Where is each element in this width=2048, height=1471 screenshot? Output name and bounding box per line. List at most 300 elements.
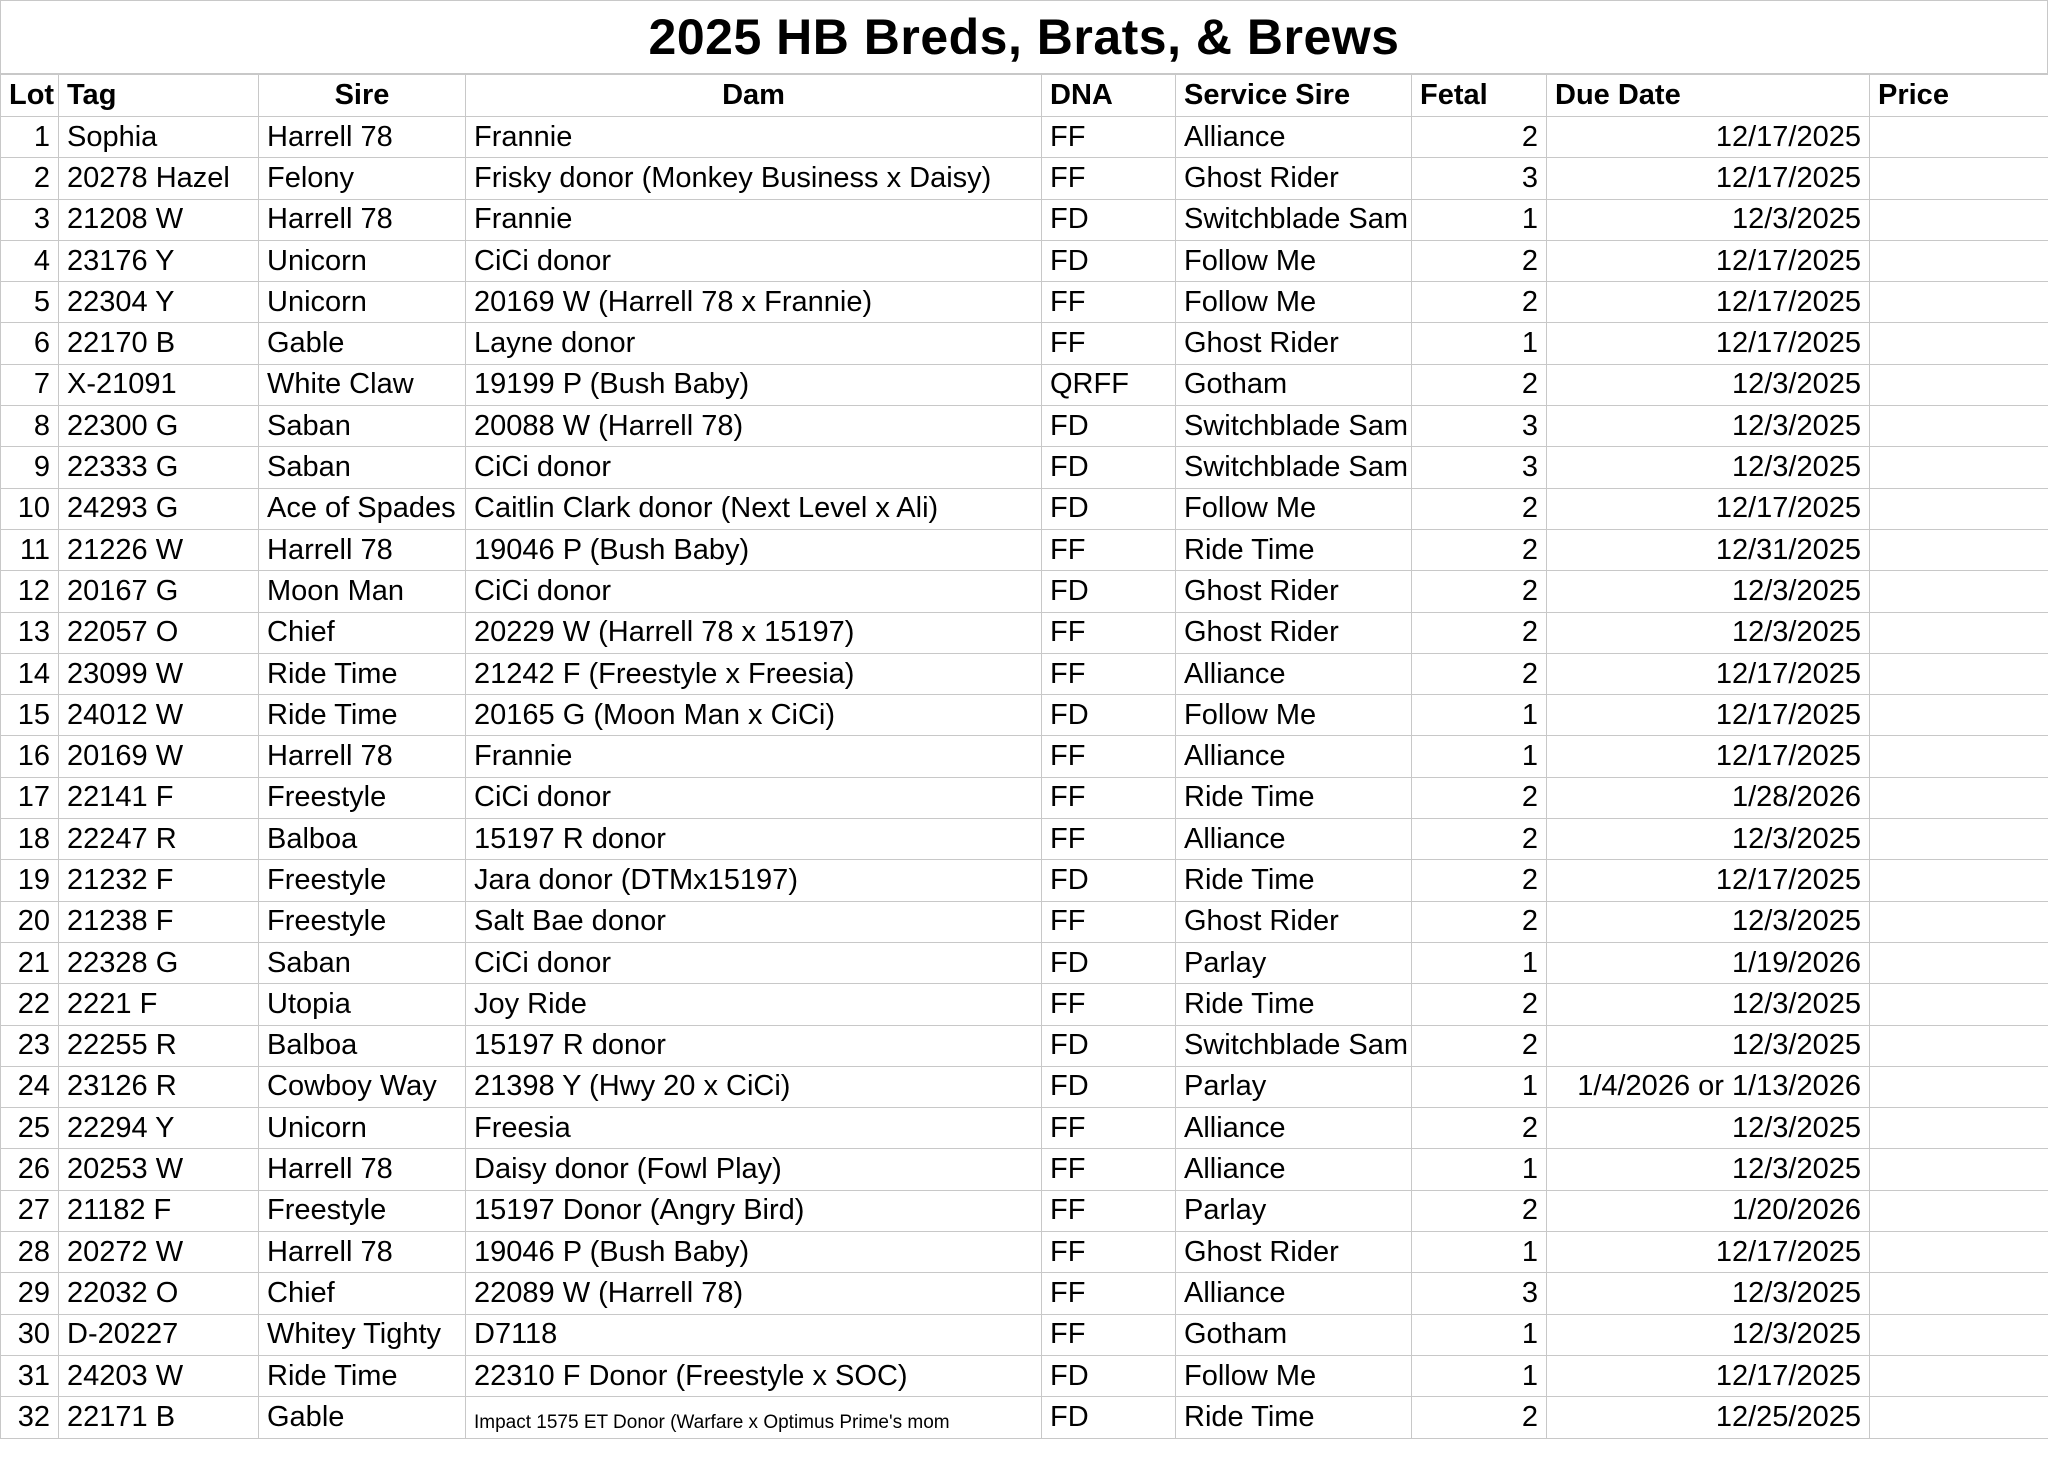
cell-sire[interactable]: Saban — [259, 942, 466, 983]
cell-due-date[interactable]: 1/19/2026 — [1547, 942, 1870, 983]
cell-tag[interactable]: 23099 W — [59, 653, 259, 694]
cell-sire[interactable]: Ride Time — [259, 1355, 466, 1396]
cell-service-sire[interactable]: Switchblade Sam — [1176, 1025, 1412, 1066]
cell-dam[interactable]: 19199 P (Bush Baby) — [466, 364, 1042, 405]
cell-fetal[interactable]: 2 — [1412, 612, 1547, 653]
cell-sire[interactable]: Balboa — [259, 1025, 466, 1066]
header-service-sire[interactable]: Service Sire — [1176, 75, 1412, 117]
cell-fetal[interactable]: 1 — [1412, 1232, 1547, 1273]
cell-fetal[interactable]: 2 — [1412, 653, 1547, 694]
cell-price[interactable] — [1870, 612, 2048, 653]
cell-dna[interactable]: FD — [1042, 1066, 1176, 1107]
cell-lot[interactable]: 14 — [1, 653, 59, 694]
cell-lot[interactable]: 29 — [1, 1273, 59, 1314]
cell-lot[interactable]: 7 — [1, 364, 59, 405]
cell-lot[interactable]: 28 — [1, 1232, 59, 1273]
cell-tag[interactable]: 2221 F — [59, 984, 259, 1025]
cell-tag[interactable]: 22294 Y — [59, 1108, 259, 1149]
cell-price[interactable] — [1870, 406, 2048, 447]
cell-tag[interactable]: 23176 Y — [59, 240, 259, 281]
cell-due-date[interactable]: 12/3/2025 — [1547, 819, 1870, 860]
cell-due-date[interactable]: 12/3/2025 — [1547, 447, 1870, 488]
cell-lot[interactable]: 10 — [1, 488, 59, 529]
cell-sire[interactable]: Freestyle — [259, 1190, 466, 1231]
cell-lot[interactable]: 18 — [1, 819, 59, 860]
cell-tag[interactable]: 24203 W — [59, 1355, 259, 1396]
cell-service-sire[interactable]: Alliance — [1176, 819, 1412, 860]
cell-service-sire[interactable]: Ride Time — [1176, 984, 1412, 1025]
cell-price[interactable] — [1870, 984, 2048, 1025]
cell-due-date[interactable]: 12/17/2025 — [1547, 240, 1870, 281]
cell-price[interactable] — [1870, 447, 2048, 488]
cell-fetal[interactable]: 2 — [1412, 901, 1547, 942]
cell-dam[interactable]: 15197 R donor — [466, 1025, 1042, 1066]
cell-tag[interactable]: 24293 G — [59, 488, 259, 529]
cell-tag[interactable]: 20272 W — [59, 1232, 259, 1273]
cell-service-sire[interactable]: Follow Me — [1176, 240, 1412, 281]
cell-dam[interactable]: Frisky donor (Monkey Business x Daisy) — [466, 158, 1042, 199]
cell-dam[interactable]: Salt Bae donor — [466, 901, 1042, 942]
cell-lot[interactable]: 16 — [1, 736, 59, 777]
cell-sire[interactable]: Gable — [259, 1397, 466, 1438]
cell-lot[interactable]: 11 — [1, 529, 59, 570]
cell-dna[interactable]: FF — [1042, 1273, 1176, 1314]
cell-price[interactable] — [1870, 1273, 2048, 1314]
cell-dam[interactable]: Impact 1575 ET Donor (Warfare x Optimus Prime's mom — [466, 1397, 1042, 1438]
cell-price[interactable] — [1870, 488, 2048, 529]
cell-tag[interactable]: 21226 W — [59, 529, 259, 570]
cell-price[interactable] — [1870, 282, 2048, 323]
cell-dam[interactable]: CiCi donor — [466, 447, 1042, 488]
cell-dna[interactable]: FF — [1042, 777, 1176, 818]
cell-service-sire[interactable]: Switchblade Sam — [1176, 406, 1412, 447]
cell-dna[interactable]: FF — [1042, 282, 1176, 323]
header-tag[interactable]: Tag — [59, 75, 259, 117]
cell-price[interactable] — [1870, 1149, 2048, 1190]
cell-due-date[interactable]: 12/17/2025 — [1547, 653, 1870, 694]
cell-dna[interactable]: FF — [1042, 819, 1176, 860]
cell-fetal[interactable]: 2 — [1412, 240, 1547, 281]
cell-lot[interactable]: 23 — [1, 1025, 59, 1066]
cell-sire[interactable]: Utopia — [259, 984, 466, 1025]
cell-dna[interactable]: FD — [1042, 1025, 1176, 1066]
cell-price[interactable] — [1870, 695, 2048, 736]
cell-due-date[interactable]: 1/28/2026 — [1547, 777, 1870, 818]
cell-fetal[interactable]: 2 — [1412, 488, 1547, 529]
cell-dam[interactable]: 22089 W (Harrell 78) — [466, 1273, 1042, 1314]
cell-price[interactable] — [1870, 1108, 2048, 1149]
cell-sire[interactable]: Saban — [259, 406, 466, 447]
cell-service-sire[interactable]: Gotham — [1176, 1314, 1412, 1355]
cell-price[interactable] — [1870, 1025, 2048, 1066]
cell-dam[interactable]: 21398 Y (Hwy 20 x CiCi) — [466, 1066, 1042, 1107]
cell-due-date[interactable]: 12/17/2025 — [1547, 736, 1870, 777]
cell-sire[interactable]: Gable — [259, 323, 466, 364]
cell-dam[interactable]: 15197 R donor — [466, 819, 1042, 860]
cell-sire[interactable]: Harrell 78 — [259, 529, 466, 570]
cell-due-date[interactable]: 12/31/2025 — [1547, 529, 1870, 570]
cell-tag[interactable]: 21232 F — [59, 860, 259, 901]
cell-lot[interactable]: 13 — [1, 612, 59, 653]
cell-sire[interactable]: Ride Time — [259, 653, 466, 694]
cell-dam[interactable]: 15197 Donor (Angry Bird) — [466, 1190, 1042, 1231]
cell-sire[interactable]: Ace of Spades — [259, 488, 466, 529]
cell-due-date[interactable]: 12/3/2025 — [1547, 1025, 1870, 1066]
cell-service-sire[interactable]: Alliance — [1176, 653, 1412, 694]
cell-fetal[interactable]: 2 — [1412, 1025, 1547, 1066]
cell-dam[interactable]: Layne donor — [466, 323, 1042, 364]
cell-service-sire[interactable]: Parlay — [1176, 1066, 1412, 1107]
cell-sire[interactable]: Freestyle — [259, 860, 466, 901]
cell-sire[interactable]: Balboa — [259, 819, 466, 860]
cell-dna[interactable]: FF — [1042, 158, 1176, 199]
cell-tag[interactable]: 21182 F — [59, 1190, 259, 1231]
cell-fetal[interactable]: 1 — [1412, 1355, 1547, 1396]
cell-dna[interactable]: FD — [1042, 571, 1176, 612]
cell-price[interactable] — [1870, 571, 2048, 612]
cell-price[interactable] — [1870, 1355, 2048, 1396]
cell-dna[interactable]: FD — [1042, 447, 1176, 488]
cell-due-date[interactable]: 12/3/2025 — [1547, 199, 1870, 240]
cell-dna[interactable]: FF — [1042, 1108, 1176, 1149]
cell-dam[interactable]: D7118 — [466, 1314, 1042, 1355]
cell-dna[interactable]: FF — [1042, 653, 1176, 694]
cell-tag[interactable]: 22032 O — [59, 1273, 259, 1314]
cell-tag[interactable]: 22170 B — [59, 323, 259, 364]
cell-due-date[interactable]: 12/3/2025 — [1547, 612, 1870, 653]
cell-lot[interactable]: 3 — [1, 199, 59, 240]
cell-sire[interactable]: Saban — [259, 447, 466, 488]
cell-tag[interactable]: 22333 G — [59, 447, 259, 488]
cell-fetal[interactable]: 1 — [1412, 1314, 1547, 1355]
cell-sire[interactable]: Unicorn — [259, 282, 466, 323]
cell-fetal[interactable]: 1 — [1412, 1066, 1547, 1107]
cell-lot[interactable]: 12 — [1, 571, 59, 612]
cell-dna[interactable]: FF — [1042, 901, 1176, 942]
title-cell[interactable] — [0, 0, 2048, 74]
cell-due-date[interactable]: 12/3/2025 — [1547, 571, 1870, 612]
cell-fetal[interactable]: 3 — [1412, 1273, 1547, 1314]
cell-service-sire[interactable]: Ghost Rider — [1176, 901, 1412, 942]
cell-price[interactable] — [1870, 901, 2048, 942]
cell-dam[interactable]: Caitlin Clark donor (Next Level x Ali) — [466, 488, 1042, 529]
cell-price[interactable] — [1870, 323, 2048, 364]
cell-lot[interactable]: 4 — [1, 240, 59, 281]
cell-fetal[interactable]: 2 — [1412, 282, 1547, 323]
cell-lot[interactable]: 9 — [1, 447, 59, 488]
cell-due-date[interactable]: 12/17/2025 — [1547, 1355, 1870, 1396]
cell-dam[interactable]: 20169 W (Harrell 78 x Frannie) — [466, 282, 1042, 323]
cell-fetal[interactable]: 3 — [1412, 447, 1547, 488]
cell-due-date[interactable]: 12/3/2025 — [1547, 406, 1870, 447]
cell-dna[interactable]: FD — [1042, 860, 1176, 901]
cell-lot[interactable]: 8 — [1, 406, 59, 447]
cell-due-date[interactable]: 12/17/2025 — [1547, 158, 1870, 199]
cell-tag[interactable]: 22057 O — [59, 612, 259, 653]
cell-service-sire[interactable]: Follow Me — [1176, 1355, 1412, 1396]
cell-dam[interactable]: Jara donor (DTMx15197) — [466, 860, 1042, 901]
cell-lot[interactable]: 20 — [1, 901, 59, 942]
cell-sire[interactable]: Freestyle — [259, 901, 466, 942]
cell-price[interactable] — [1870, 364, 2048, 405]
cell-sire[interactable]: Harrell 78 — [259, 199, 466, 240]
cell-due-date[interactable]: 12/3/2025 — [1547, 1108, 1870, 1149]
cell-price[interactable] — [1870, 529, 2048, 570]
cell-tag[interactable]: 20167 G — [59, 571, 259, 612]
header-fetal[interactable]: Fetal — [1412, 75, 1547, 117]
cell-fetal[interactable]: 2 — [1412, 860, 1547, 901]
cell-lot[interactable]: 6 — [1, 323, 59, 364]
cell-lot[interactable]: 5 — [1, 282, 59, 323]
cell-tag[interactable]: 22255 R — [59, 1025, 259, 1066]
cell-lot[interactable]: 19 — [1, 860, 59, 901]
cell-dam[interactable]: CiCi donor — [466, 777, 1042, 818]
cell-service-sire[interactable]: Parlay — [1176, 942, 1412, 983]
cell-tag[interactable]: 22304 Y — [59, 282, 259, 323]
cell-dam[interactable]: 20229 W (Harrell 78 x 15197) — [466, 612, 1042, 653]
cell-due-date[interactable]: 1/4/2026 or 1/13/2026 — [1547, 1066, 1870, 1107]
cell-due-date[interactable]: 12/3/2025 — [1547, 364, 1870, 405]
cell-sire[interactable]: Harrell 78 — [259, 1232, 466, 1273]
cell-dam[interactable]: 19046 P (Bush Baby) — [466, 1232, 1042, 1273]
cell-service-sire[interactable]: Follow Me — [1176, 282, 1412, 323]
cell-dna[interactable]: FF — [1042, 612, 1176, 653]
cell-due-date[interactable]: 12/3/2025 — [1547, 1314, 1870, 1355]
cell-fetal[interactable]: 3 — [1412, 406, 1547, 447]
header-dna[interactable]: DNA — [1042, 75, 1176, 117]
cell-service-sire[interactable]: Switchblade Sam — [1176, 447, 1412, 488]
cell-service-sire[interactable]: Switchblade Sam — [1176, 199, 1412, 240]
cell-dna[interactable]: FF — [1042, 1190, 1176, 1231]
cell-tag[interactable]: X-21091 — [59, 364, 259, 405]
cell-lot[interactable]: 24 — [1, 1066, 59, 1107]
cell-dna[interactable]: FD — [1042, 488, 1176, 529]
header-lot[interactable]: Lot — [1, 75, 59, 117]
cell-due-date[interactable]: 12/17/2025 — [1547, 860, 1870, 901]
cell-dam[interactable]: 20165 G (Moon Man x CiCi) — [466, 695, 1042, 736]
cell-price[interactable] — [1870, 1232, 2048, 1273]
cell-dna[interactable]: FF — [1042, 1232, 1176, 1273]
cell-tag[interactable]: Sophia — [59, 117, 259, 158]
cell-fetal[interactable]: 1 — [1412, 695, 1547, 736]
cell-dam[interactable]: 19046 P (Bush Baby) — [466, 529, 1042, 570]
cell-service-sire[interactable]: Follow Me — [1176, 695, 1412, 736]
cell-lot[interactable]: 1 — [1, 117, 59, 158]
cell-price[interactable] — [1870, 1066, 2048, 1107]
cell-service-sire[interactable]: Parlay — [1176, 1190, 1412, 1231]
cell-tag[interactable]: 21208 W — [59, 199, 259, 240]
cell-dam[interactable]: Joy Ride — [466, 984, 1042, 1025]
cell-service-sire[interactable]: Alliance — [1176, 736, 1412, 777]
cell-dam[interactable]: 20088 W (Harrell 78) — [466, 406, 1042, 447]
cell-dna[interactable]: FD — [1042, 406, 1176, 447]
cell-dam[interactable]: Frannie — [466, 117, 1042, 158]
cell-service-sire[interactable]: Follow Me — [1176, 488, 1412, 529]
cell-dna[interactable]: FF — [1042, 1149, 1176, 1190]
cell-fetal[interactable]: 1 — [1412, 323, 1547, 364]
cell-dna[interactable]: QRFF — [1042, 364, 1176, 405]
cell-lot[interactable]: 32 — [1, 1397, 59, 1438]
cell-lot[interactable]: 21 — [1, 942, 59, 983]
cell-due-date[interactable]: 12/17/2025 — [1547, 323, 1870, 364]
cell-fetal[interactable]: 1 — [1412, 942, 1547, 983]
cell-price[interactable] — [1870, 819, 2048, 860]
cell-dam[interactable]: Daisy donor (Fowl Play) — [466, 1149, 1042, 1190]
cell-due-date[interactable]: 12/17/2025 — [1547, 117, 1870, 158]
cell-lot[interactable]: 26 — [1, 1149, 59, 1190]
cell-service-sire[interactable]: Alliance — [1176, 117, 1412, 158]
cell-price[interactable] — [1870, 653, 2048, 694]
cell-sire[interactable]: Chief — [259, 1273, 466, 1314]
cell-due-date[interactable]: 12/3/2025 — [1547, 1149, 1870, 1190]
cell-tag[interactable]: 22171 B — [59, 1397, 259, 1438]
cell-sire[interactable]: Ride Time — [259, 695, 466, 736]
cell-dna[interactable]: FF — [1042, 117, 1176, 158]
cell-price[interactable] — [1870, 158, 2048, 199]
cell-dam[interactable]: CiCi donor — [466, 571, 1042, 612]
cell-lot[interactable]: 25 — [1, 1108, 59, 1149]
cell-tag[interactable]: 22247 R — [59, 819, 259, 860]
cell-dam[interactable]: Freesia — [466, 1108, 1042, 1149]
cell-due-date[interactable]: 12/3/2025 — [1547, 984, 1870, 1025]
cell-sire[interactable]: Harrell 78 — [259, 736, 466, 777]
cell-sire[interactable]: Chief — [259, 612, 466, 653]
cell-fetal[interactable]: 2 — [1412, 529, 1547, 570]
cell-price[interactable] — [1870, 860, 2048, 901]
cell-due-date[interactable]: 1/20/2026 — [1547, 1190, 1870, 1231]
cell-sire[interactable]: Cowboy Way — [259, 1066, 466, 1107]
header-price[interactable]: Price — [1870, 75, 2048, 117]
cell-fetal[interactable]: 2 — [1412, 1190, 1547, 1231]
cell-service-sire[interactable]: Ghost Rider — [1176, 571, 1412, 612]
cell-lot[interactable]: 30 — [1, 1314, 59, 1355]
cell-sire[interactable]: Felony — [259, 158, 466, 199]
cell-fetal[interactable]: 1 — [1412, 199, 1547, 240]
cell-due-date[interactable]: 12/17/2025 — [1547, 488, 1870, 529]
cell-tag[interactable]: 22300 G — [59, 406, 259, 447]
cell-dna[interactable]: FD — [1042, 1397, 1176, 1438]
cell-price[interactable] — [1870, 199, 2048, 240]
cell-due-date[interactable]: 12/17/2025 — [1547, 1232, 1870, 1273]
cell-lot[interactable]: 22 — [1, 984, 59, 1025]
cell-lot[interactable]: 17 — [1, 777, 59, 818]
cell-service-sire[interactable]: Alliance — [1176, 1108, 1412, 1149]
cell-tag[interactable]: 20278 Hazel — [59, 158, 259, 199]
cell-dam[interactable]: Frannie — [466, 736, 1042, 777]
cell-lot[interactable]: 15 — [1, 695, 59, 736]
header-due-date[interactable]: Due Date — [1547, 75, 1870, 117]
cell-price[interactable] — [1870, 1314, 2048, 1355]
cell-dna[interactable]: FD — [1042, 942, 1176, 983]
cell-sire[interactable]: Harrell 78 — [259, 117, 466, 158]
cell-tag[interactable]: 20169 W — [59, 736, 259, 777]
cell-service-sire[interactable]: Ride Time — [1176, 529, 1412, 570]
cell-fetal[interactable]: 1 — [1412, 736, 1547, 777]
cell-lot[interactable]: 2 — [1, 158, 59, 199]
cell-tag[interactable]: 21238 F — [59, 901, 259, 942]
cell-dna[interactable]: FF — [1042, 529, 1176, 570]
cell-price[interactable] — [1870, 736, 2048, 777]
cell-price[interactable] — [1870, 777, 2048, 818]
cell-dam[interactable]: 22310 F Donor (Freestyle x SOC) — [466, 1355, 1042, 1396]
cell-fetal[interactable]: 2 — [1412, 1397, 1547, 1438]
cell-dna[interactable]: FF — [1042, 736, 1176, 777]
cell-tag[interactable]: 23126 R — [59, 1066, 259, 1107]
cell-sire[interactable]: Harrell 78 — [259, 1149, 466, 1190]
cell-tag[interactable]: 22328 G — [59, 942, 259, 983]
cell-fetal[interactable]: 2 — [1412, 364, 1547, 405]
cell-dna[interactable]: FD — [1042, 240, 1176, 281]
cell-fetal[interactable]: 2 — [1412, 1108, 1547, 1149]
cell-price[interactable] — [1870, 1190, 2048, 1231]
cell-price[interactable] — [1870, 1397, 2048, 1438]
cell-due-date[interactable]: 12/17/2025 — [1547, 282, 1870, 323]
cell-dam[interactable]: CiCi donor — [466, 240, 1042, 281]
cell-service-sire[interactable]: Gotham — [1176, 364, 1412, 405]
cell-service-sire[interactable]: Ghost Rider — [1176, 612, 1412, 653]
cell-dna[interactable]: FD — [1042, 199, 1176, 240]
cell-fetal[interactable]: 2 — [1412, 777, 1547, 818]
cell-tag[interactable]: 20253 W — [59, 1149, 259, 1190]
cell-due-date[interactable]: 12/3/2025 — [1547, 1273, 1870, 1314]
cell-lot[interactable]: 27 — [1, 1190, 59, 1231]
cell-dna[interactable]: FD — [1042, 1355, 1176, 1396]
header-sire[interactable]: Sire — [259, 75, 466, 117]
cell-dam[interactable]: 21242 F (Freestyle x Freesia) — [466, 653, 1042, 694]
cell-dam[interactable]: Frannie — [466, 199, 1042, 240]
cell-service-sire[interactable]: Alliance — [1176, 1273, 1412, 1314]
cell-service-sire[interactable]: Alliance — [1176, 1149, 1412, 1190]
cell-fetal[interactable]: 2 — [1412, 819, 1547, 860]
cell-service-sire[interactable]: Ghost Rider — [1176, 323, 1412, 364]
cell-price[interactable] — [1870, 240, 2048, 281]
cell-sire[interactable]: White Claw — [259, 364, 466, 405]
cell-tag[interactable]: D-20227 — [59, 1314, 259, 1355]
cell-price[interactable] — [1870, 117, 2048, 158]
cell-sire[interactable]: Unicorn — [259, 240, 466, 281]
cell-dna[interactable]: FF — [1042, 1314, 1176, 1355]
table-row — [1, 529, 2048, 570]
cell-due-date[interactable]: 12/17/2025 — [1547, 695, 1870, 736]
cell-due-date[interactable]: 12/3/2025 — [1547, 901, 1870, 942]
cell-service-sire[interactable]: Ghost Rider — [1176, 158, 1412, 199]
cell-dna[interactable]: FF — [1042, 323, 1176, 364]
header-dam[interactable]: Dam — [466, 75, 1042, 117]
cell-service-sire[interactable]: Ride Time — [1176, 860, 1412, 901]
cell-tag[interactable]: 24012 W — [59, 695, 259, 736]
cell-fetal[interactable]: 2 — [1412, 984, 1547, 1025]
cell-fetal[interactable]: 3 — [1412, 158, 1547, 199]
cell-fetal[interactable]: 2 — [1412, 117, 1547, 158]
cell-dna[interactable]: FF — [1042, 984, 1176, 1025]
cell-lot[interactable]: 31 — [1, 1355, 59, 1396]
cell-service-sire[interactable]: Ride Time — [1176, 777, 1412, 818]
table-row — [1, 860, 2048, 901]
cell-fetal[interactable]: 1 — [1412, 1149, 1547, 1190]
cell-sire[interactable]: Unicorn — [259, 1108, 466, 1149]
cell-sire[interactable]: Freestyle — [259, 777, 466, 818]
cell-service-sire[interactable]: Ride Time — [1176, 1397, 1412, 1438]
cell-price[interactable] — [1870, 942, 2048, 983]
cell-sire[interactable]: Whitey Tighty — [259, 1314, 466, 1355]
cell-fetal[interactable]: 2 — [1412, 571, 1547, 612]
cell-dna[interactable]: FD — [1042, 695, 1176, 736]
cell-tag[interactable]: 22141 F — [59, 777, 259, 818]
cell-sire[interactable]: Moon Man — [259, 571, 466, 612]
cell-service-sire[interactable]: Ghost Rider — [1176, 1232, 1412, 1273]
cell-due-date[interactable]: 12/25/2025 — [1547, 1397, 1870, 1438]
cell-dam[interactable]: CiCi donor — [466, 942, 1042, 983]
